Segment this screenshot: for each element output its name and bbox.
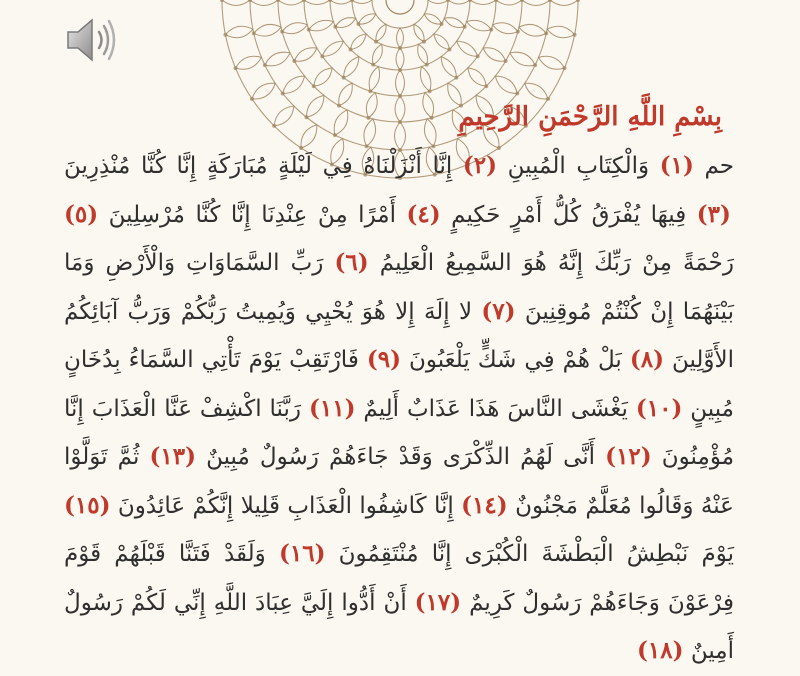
speaker-glyph [62,14,122,66]
verse-text: بَلْ هُمْ فِي شَكٍّ يَلْعَبُونَ [408,347,622,373]
mandala-dot [368,89,372,93]
mandala-ring [352,0,448,48]
mandala-dot [425,63,429,67]
mandala-petal [369,67,379,92]
mandala-petal [358,14,375,24]
verse-number: (٨) [629,346,664,373]
mandala-petal [222,0,250,6]
mandala-petal [493,23,518,34]
mandala-dot [356,22,360,26]
mandala-dot [422,40,426,44]
mandala-dot [484,84,488,88]
verse-text: رَبَّنَا اكْشِفْ عَنَّا الْعَذَابَ إِنَّا مُؤْمِنُونَ [64,395,735,470]
verse-text: ثُمَّ تَوَلَّوْا عَنْهُ وَقَالُوا مُعَلَّمٌ مَجْنُونٌ [64,444,734,519]
mandala-dot [573,33,577,37]
verse-number: (١٤) [461,491,508,519]
verse-number: (٥) [64,200,99,228]
mandala-dot [349,47,353,51]
verse-text: أَنْ أَدُّوا إِلَيَّ عِبَادَ اللَّهِ إِنِّي لَكُمْ رَسُولٌ أَمِينٌ [64,589,734,664]
mandala-petal [424,14,441,24]
mandala-petal [483,48,506,62]
verses-text [64,142,735,664]
verse [649,153,734,179]
mandala-petal [550,0,578,6]
mandala-petal [522,0,550,6]
verse-number: (١٣) [149,443,196,470]
mandala-dot [516,30,520,34]
mandala-dot [504,59,508,63]
verse [452,153,649,179]
verse-text: رَحْمَةً مِنْ رَبِّكَ إِنَّهُ هُوَ السَّمِيعُ الْعَلِيمُ [379,250,734,276]
verse-number: (٦) [334,249,369,276]
verse-text: إِنَّا كَاشِفُوا الْعَذَابِ قَلِيلا إِنَّكُمْ عَائِدُونَ [117,492,454,519]
mandala-dot [544,31,548,35]
verse-text: حم [704,153,735,179]
mandala-petal [539,56,565,69]
mandala-petal [418,44,428,64]
mandala-petal [314,68,332,86]
mandala-petal [414,24,424,41]
mandala-petal [448,0,470,4]
mandala-dot [489,28,493,32]
verse-text: يَغْشَى النَّاسَ هَذَا عَذَابٌ أَلِيمٌ [363,395,628,422]
basmala-heading: بِسْمِ اللَّهِ الرَّحْمَنِ الرَّحِيمِ [458,102,722,132]
mandala-dot [292,59,296,63]
verse [396,202,686,228]
verse-number: (١٠) [635,394,683,422]
verse-number: (١) [659,152,694,179]
mandala-petal [496,0,522,5]
verse-text: وَالْكِتَابِ الْمُبِينِ [507,153,650,179]
verse-number: (١٦) [278,540,326,567]
mandala-dot [371,63,375,67]
mandala-petal [397,28,404,48]
mandala-dot [515,92,519,96]
mandala-dot [220,0,224,2]
mandala-dot [252,31,256,35]
mandala-petal [396,48,404,70]
speaker-icon[interactable] [62,14,122,66]
verse-number: (١٧) [414,588,462,616]
verse-number: (١٥) [64,491,111,519]
mandala-petal [468,68,486,86]
mandala-dot [447,47,451,51]
mandala-dot [307,28,311,32]
mandala-dot [320,54,324,58]
mandala-petal [444,18,464,28]
mandala-petal [352,0,372,4]
mandala-petal [282,23,307,34]
mandala-petal [547,26,574,37]
mandala-dot [576,0,580,2]
verse-number: (٧) [481,297,516,325]
mandala-petal [236,56,262,69]
mandala-dot [281,92,285,96]
verse-text: فَارْتَقِبْ يَوْمَ تَأْتِي السَّمَاءُ بِدُخَانٍ مُبِينٍ [64,347,735,422]
mandala-petal [351,34,367,50]
mandala-dot [562,66,566,70]
mandala-petal [525,83,548,99]
verse-number: (١٢) [605,443,652,470]
verse-text: أَنَّى لَهُمُ الذِّكْرَى وَقَدْ جَاءَهُمْ رَسُولٌ مُبِينٌ [206,444,596,470]
verse [64,493,454,519]
verse [323,250,734,276]
mandala-dot [250,97,254,101]
mandala-petal [373,44,383,64]
mandala-petal [428,0,448,4]
verse [266,541,734,567]
verse [139,444,595,470]
mandala-petal [396,70,405,96]
mandala-petal [457,41,478,56]
mandala-petal [225,26,252,37]
verse-number: (١١) [308,394,356,422]
verse-number: (٢) [462,152,498,179]
mandala-dot [234,66,238,70]
verse-text: أَمْرًا مِنْ عِنْدِنَا إِنَّا كُنَّا مُرْسِلِينَ [108,201,396,228]
mandala-ornament [210,0,590,95]
verse [359,347,622,373]
mandala-petal [278,0,304,5]
mandala-dot [223,33,227,37]
mandala-petal [283,76,305,93]
mandala-petal [252,83,275,99]
mandala-dot [342,76,346,80]
mandala-petal [250,0,278,6]
mandala-petal [376,24,386,41]
mandala-dot [272,124,276,128]
mandala-petal [309,20,334,30]
mandala-dot [533,63,537,67]
mandala-petal [495,76,517,93]
mandala-dot [333,25,337,29]
mandala-petal [441,57,456,78]
verse-number: (٤) [406,200,441,228]
verse-text: رَبِّ السَّمَاوَاتِ وَالْأَرْضِ وَمَا بَيْنَهُمَا إِنْ كُنْتُمْ مُوقِنِينَ [64,250,734,325]
verse-text: فِيهَا يُفْرَقُ كُلُّ أَمْرٍ حَكِيمٍ [451,201,687,228]
mandala-petal [254,24,281,36]
mandala-petal [510,52,535,66]
mandala-dot [428,89,432,93]
mandala-dot [463,25,467,29]
mandala-center [386,0,414,14]
mandala-dot [476,54,480,58]
mandala-petal [434,34,450,50]
mandala-dot [304,115,308,119]
mandala-petal [344,57,359,78]
mandala-dot [440,22,444,26]
mandala-petal [322,41,343,56]
verse-number: (١٨) [637,637,684,664]
mandala-petal [420,67,430,92]
mandala-dot [312,84,316,88]
mandala-petal [519,24,546,36]
verse-text: إِنَّا أَنْزَلْنَاهُ فِي لَيْلَةٍ مُبَارَكَةٍ إِنَّا كُنَّا مُنْذِرِينَ [64,153,453,179]
verse-number: (٩) [366,346,401,373]
mandala-petal [294,48,317,62]
mandala-petal [274,106,294,126]
mandala-petal [265,52,290,66]
verse-text: لا إِلَهَ إِلا هُوَ يُحْيِي وَيُمِيتُ رَبُّكُمْ وَرَبُّ آبَائِكُمُ الأَوَّلِينَ [64,298,735,373]
mandala-petal [335,18,355,28]
verse-text: وَلَقَدْ فَتَنَّا قَبْلَهُمْ قَوْمَ فِرْعَوْنَ وَجَاءَهُمْ رَسُولٌ كَرِيمٌ [64,541,734,616]
verse-text: يَوْمَ نَبْطِشُ الْبَطْشَةَ الْكُبْرَى إِنَّا مُنْتَقِمُونَ [338,541,735,567]
verse [64,202,396,228]
mandala-petal [470,0,496,5]
mandala-petal [330,0,352,4]
mandala-dot [374,40,378,44]
verse [301,396,628,422]
mandala-dot [263,63,267,67]
mandala-drawing [210,0,590,95]
mandala-ring [330,0,470,70]
mandala-dot [454,76,458,80]
mandala-petal [304,0,330,5]
verse-number: (٣) [696,200,731,228]
mandala-petal [467,20,492,30]
mandala-dot [280,30,284,34]
